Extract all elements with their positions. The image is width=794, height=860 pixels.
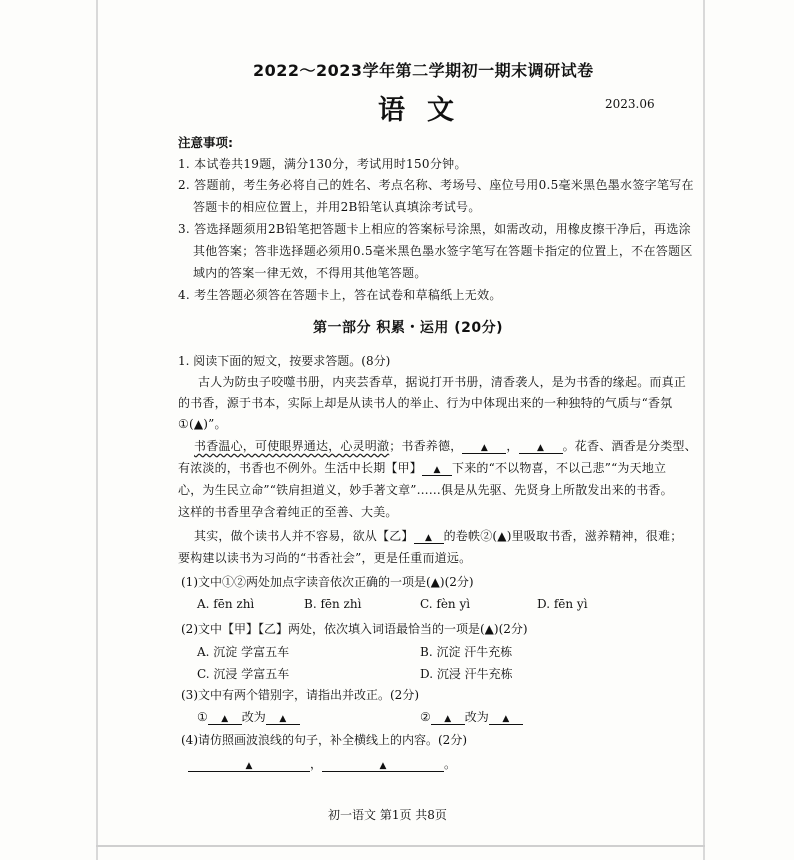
passage-line: 的书香，源于书本，实际上却是从读书人的举止、行为中体现出来的一种独特的气质与“香氛 [178,396,673,410]
corrected-char-blank[interactable] [489,714,523,725]
blank-marker: ▲ [433,465,441,475]
option-d[interactable]: D. 沉浸 汗牛充栋 [420,667,513,681]
blank-marker: ▲ [221,714,229,724]
subject-title: 语文 [378,95,476,126]
question-1-prompt: 1. 阅读下面的短文，按要求答题。(8分) [178,354,391,368]
passage-text: 的卷帙②(▲)里吸取书香，滋养精神，很难； [443,529,683,543]
passage-text: 有浓淡的，书香也不例外。生活中长期【甲】 [178,461,423,475]
passage-line [194,527,682,544]
option-a[interactable]: A. 沉淀 学富五车 [197,645,290,659]
page-edge-bottom [96,845,705,847]
notice-item: 1. 本试卷共19题，满分130分，考试用时150分钟。 [178,157,467,171]
subquestion-3-prompt: (3)文中有两个错别字，请指出并改正。(2分) [181,688,419,702]
subquestion-1-prompt: (1)文中①②两处加点字读音依次正确的一项是(▲)(2分) [181,575,474,589]
notice-item: 3. 答选择题须用2B铅笔把答题卡上相应的答案标号涂黑，如需改动，用橡皮擦干净后，再选涂 [178,222,691,236]
blank-marker: ▲ [502,714,510,724]
answer-blank[interactable] [519,443,563,454]
wrong-char-blank[interactable] [431,714,465,725]
imitation-row [188,755,456,772]
passage-text: ， [506,439,519,453]
change-label: 改为 [464,710,489,724]
passage-line: 这样的书香里孕含着纯正的至善、大美。 [178,505,398,519]
passage-line: ①(▲)”。 [178,417,227,431]
blank-marker: ▲ [444,714,452,724]
answer-blank-yi[interactable] [414,533,444,544]
passage-line: 心，为生民立命”“铁肩担道义，妙手著文章”……俱是从先驱、先贤身上所散发出来的书香。 [178,483,673,497]
period: 。 [444,757,457,771]
change-label: 改为 [241,710,266,724]
page-edge-left [96,0,98,860]
item-number: ② [420,710,431,724]
answer-blank[interactable] [462,443,506,454]
imitation-blank-1[interactable] [188,761,310,772]
passage-line: 古人为防虫子咬噬书册，内夹芸香草，据说打开书册，清香袭人，是为书香的缘起。而真正 [198,375,687,389]
notice-heading: 注意事项: [178,135,233,150]
option-d[interactable]: D. fēn yì [537,597,588,611]
corrected-char-blank[interactable] [266,714,300,725]
exam-title: 2022～2023学年第二学期初一期末调研试卷 [253,61,594,80]
blank-marker: ▲ [245,761,253,771]
notice-item: 其他答案；答非选择题必须用0.5毫米黑色墨水签字笔写在答题卡指定的位置上，不在答题区 [193,244,693,258]
passage-line [194,437,697,454]
blank-marker: ▲ [537,443,545,453]
option-c[interactable]: C. 沉浸 学富五车 [197,667,290,681]
option-a[interactable]: A. fēn zhì [197,597,255,611]
passage-text: 其实，做个读书人并不容易，欲从【乙】 [194,529,414,543]
blank-marker: ▲ [425,533,433,543]
blank-marker: ▲ [279,714,287,724]
blank-marker: ▲ [379,761,387,771]
part-one-title: 第一部分 积累・运用 (20分) [313,320,504,336]
item-number: ① [197,710,208,724]
page-edge-right [703,0,705,860]
passage-text: ；书香养德， [389,439,463,453]
exam-date: 2023.06 [605,97,655,111]
page-footer: 初一语文 第1页 共8页 [328,808,447,822]
notice-item: 2. 答题前，考生务必将自己的姓名、考点名称、考场号、座位号用0.5毫米黑色墨水签字笔写在 [178,178,694,192]
passage-text: 。花香、酒香是分类型、 [562,439,697,453]
wavy-underlined-sentence: 书香温心，可使眼界通达，心灵明澈 [194,439,390,453]
subquestion-4-prompt: (4)请仿照画波浪线的句子，补全横线上的内容。(2分) [181,733,467,747]
passage-line [178,459,666,476]
notice-item: 4. 考生答题必须答在答题卡上，答在试卷和草稿纸上无效。 [178,288,502,302]
blank-marker: ▲ [480,443,488,453]
subquestion-2-prompt: (2)文中【甲】【乙】两处，依次填入词语最恰当的一项是(▲)(2分) [181,622,528,636]
wrong-char-blank[interactable] [208,714,242,725]
notice-item: 答题卡的相应位置上，并用2B铅笔认真填涂考试号。 [193,200,481,214]
comma: ， [310,757,323,771]
answer-blank-jia[interactable] [422,465,452,476]
notice-item: 域内的答案一律无效，不得用其他笔答题。 [193,266,427,280]
option-c[interactable]: C. fèn yì [420,597,471,611]
option-b[interactable]: B. fēn zhì [304,597,362,611]
imitation-blank-2[interactable] [322,761,444,772]
correction-row-1 [197,708,300,725]
option-b[interactable]: B. 沉淀 汗牛充栋 [420,645,513,659]
correction-row-2 [420,708,523,725]
passage-line: 要构建以读书为习尚的“书香社会”，更是任重而道远。 [178,551,472,565]
passage-text: 下来的“不以物喜，不以己悲”“为天地立 [452,461,667,475]
